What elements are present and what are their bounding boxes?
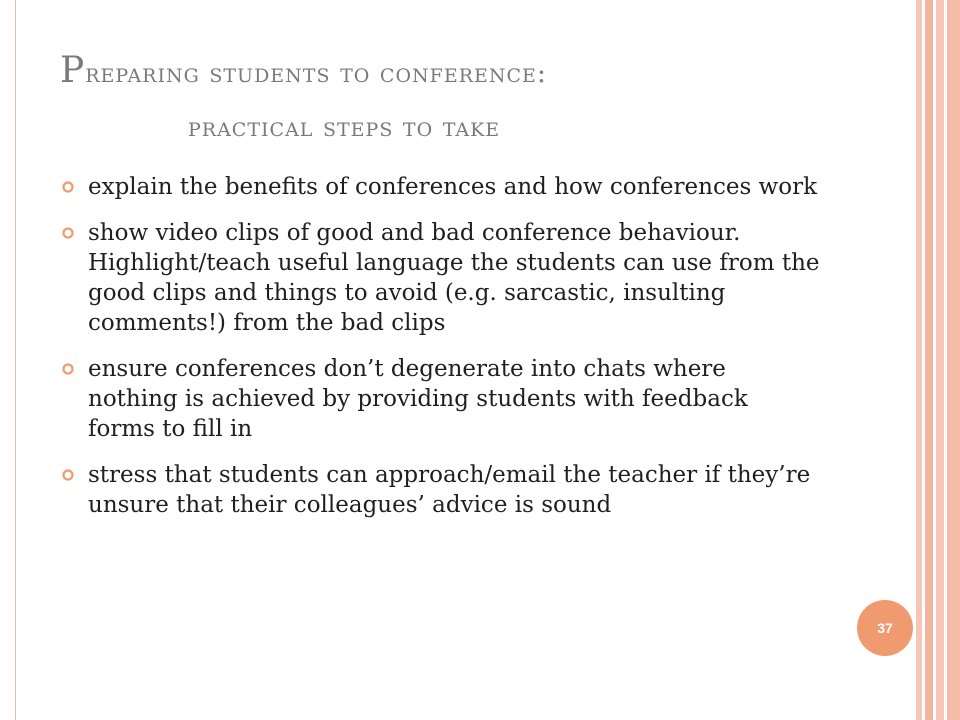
bullet-text: stress that students can approach/email the teacher if they’re unsure that their colleagues’ advice is sound	[88, 462, 811, 518]
ring-bullet-icon	[62, 469, 74, 481]
title-line-1-text: reparing students to conference:	[85, 58, 547, 89]
title-line-2: practical steps to take	[188, 112, 501, 143]
bullet-item	[62, 172, 822, 202]
ring-bullet-icon	[62, 227, 74, 239]
bullet-text: explain the benefits of conferences and how conferences work	[88, 174, 818, 200]
bullet-list	[62, 172, 822, 536]
title-line-1	[60, 44, 850, 101]
ring-bullet-icon	[62, 363, 74, 375]
page-number-badge	[857, 600, 913, 656]
ring-bullet-icon	[62, 181, 74, 193]
bullet-text: ensure conferences don’t degenerate into chats where nothing is achieved by providing students with feedback forms to fill in	[88, 356, 748, 442]
bullet-item	[62, 460, 822, 520]
slide-title	[60, 44, 850, 155]
bullet-item	[62, 354, 822, 444]
bullet-text: show video clips of good and bad conference behaviour. Highlight/teach useful language the students can use from the good clips and things to avoid (e.g. sarcastic, insulting comments!) from the bad clips	[88, 220, 820, 336]
bullet-item	[62, 218, 822, 338]
title-initial: P	[60, 50, 86, 91]
page-number: 37	[877, 620, 893, 636]
decorative-stripes	[916, 0, 960, 720]
